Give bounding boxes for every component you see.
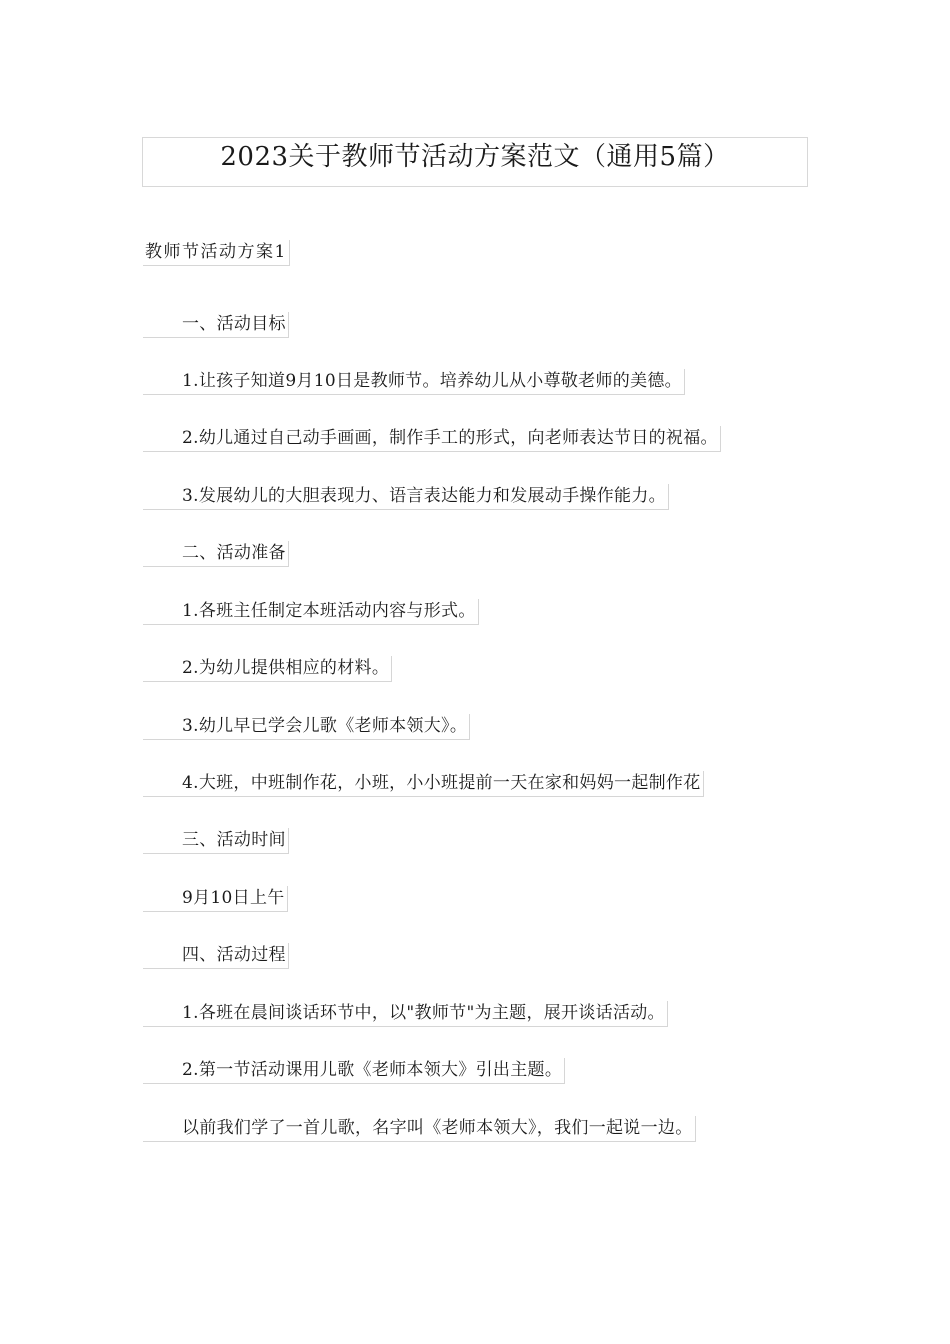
- goal-2: 2.幼儿通过自己动手画画，制作手工的形式，向老师表达节日的祝福。: [143, 426, 721, 452]
- process-2: 2.第一节活动课用儿歌《老师本领大》引出主题。: [143, 1058, 565, 1084]
- process-1: 1.各班在晨间谈话环节中，以"教师节"为主题，展开谈话活动。: [143, 1001, 668, 1027]
- time-value: 9月10日上午: [143, 886, 288, 912]
- heading-goals: 一、活动目标: [143, 312, 289, 338]
- goal-1: 1.让孩子知道9月10日是教师节。培养幼儿从小尊敬老师的美德。: [143, 369, 685, 395]
- prep-3: 3.幼儿早已学会儿歌《老师本领大》。: [143, 714, 470, 740]
- prep-1: 1.各班主任制定本班活动内容与形式。: [143, 599, 479, 625]
- prep-4: 4.大班，中班制作花，小班，小小班提前一天在家和妈妈一起制作花: [143, 771, 704, 797]
- heading-process: 四、活动过程: [143, 943, 289, 969]
- heading-preparation: 二、活动准备: [143, 541, 289, 567]
- document-title: 2023关于教师节活动方案范文（通用5篇）: [142, 137, 808, 187]
- prep-2: 2.为幼儿提供相应的材料。: [143, 656, 392, 682]
- process-text: 以前我们学了一首儿歌，名字叫《老师本领大》，我们一起说一边。: [143, 1116, 696, 1142]
- section-heading: 教师节活动方案1: [143, 240, 290, 266]
- goal-3: 3.发展幼儿的大胆表现力、语言表达能力和发展动手操作能力。: [143, 484, 669, 510]
- heading-time: 三、活动时间: [143, 828, 289, 854]
